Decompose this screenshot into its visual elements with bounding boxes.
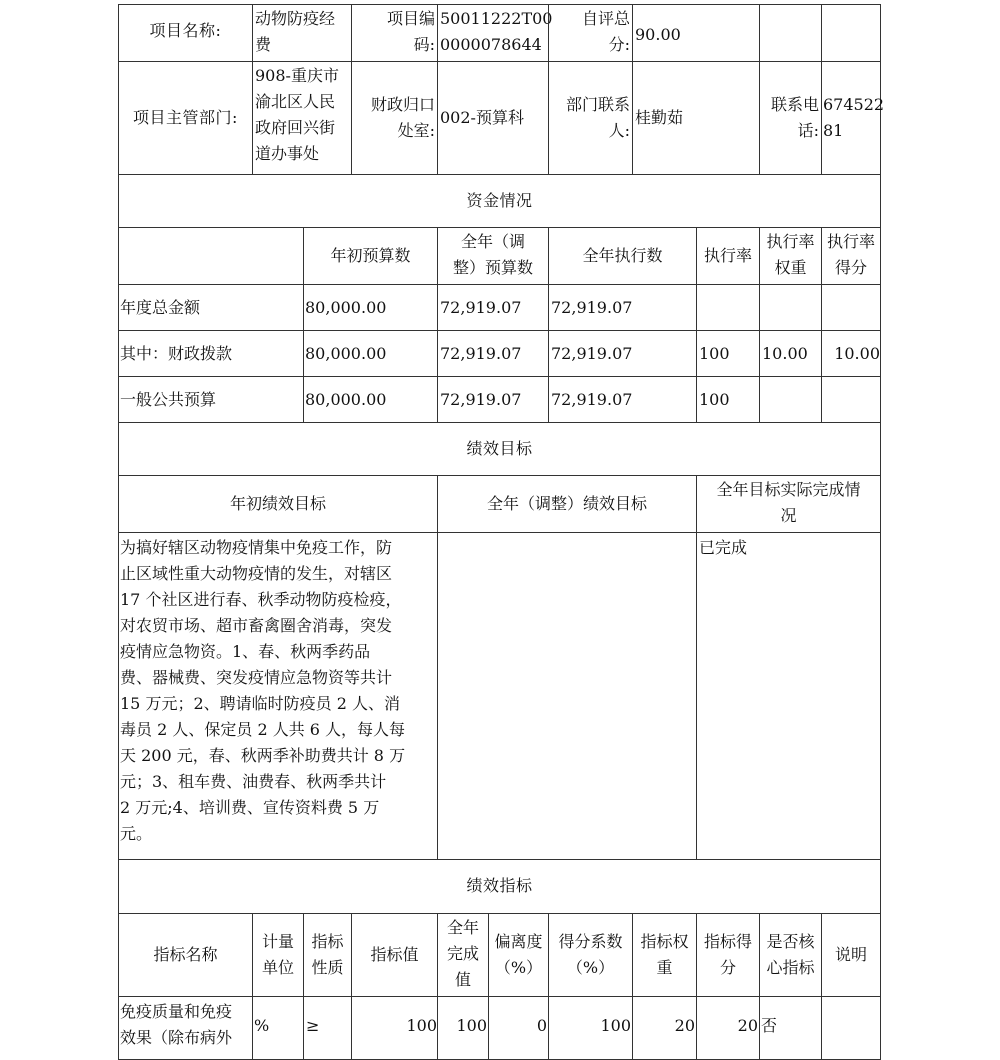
indicator-header-coef: 得分系数 （%） xyxy=(558,932,623,977)
funds-title: 资金情况 xyxy=(466,191,533,210)
actual-completion-text: 已完成 xyxy=(699,538,748,557)
self-score-label: 自评总 分: xyxy=(581,9,630,54)
funds-row-rate: 100 xyxy=(699,390,730,409)
indicator-header-unit: 计量 单位 xyxy=(261,932,294,977)
cell xyxy=(759,376,822,423)
indicator-header-completed: 全年 完成 值 xyxy=(446,918,479,989)
initial-goal-text: 为搞好辖区动物疫情集中免疫工作，防 止区域性重大动物疫情的发生，对辖区 17 个社区进行春、秋季动物防疫检疫， 对农贸市场、超市畜禽圈舍消毒，突发 疫情应急物资。1、春、秋两季药品 费、器械费、突发疫情应急物资等共计 15 万元；2、聘请临时防疫员 2 人、消 毒员 2 人、保定员 2 人共 6 人，每人每 天 200 元，春、秋两季补助费共计 8 万 元；3、租车费、油费春、秋两季共计 2 万元;4、培训费、宣传资料费 5 万 元。 xyxy=(120,538,406,843)
cell xyxy=(696,532,881,860)
funds-header-budget: 年初预算数 xyxy=(330,246,411,265)
funds-row-executed: 72,919.07 xyxy=(551,390,633,409)
indicator-row-core: 否 xyxy=(761,1016,778,1035)
funds-header-score: 执行率 得分 xyxy=(826,232,875,277)
project-code-value: 50011222T00 0000078644 xyxy=(440,9,553,54)
finance-label: 财政归口 处室: xyxy=(370,95,435,140)
dept-label: 项目主管部门: xyxy=(133,108,238,127)
phone-value: 674522 81 xyxy=(823,95,885,140)
indicator-row-nature: ≥ xyxy=(306,1016,320,1035)
cell xyxy=(759,284,822,331)
indicator-header-nature: 指标 性质 xyxy=(311,932,344,977)
goals-title: 绩效目标 xyxy=(466,439,533,458)
funds-row-executed: 72,919.07 xyxy=(551,298,633,317)
cell xyxy=(821,284,881,331)
indicator-row-name: 免疫质量和免疫 效果（除布病外 xyxy=(120,1002,233,1047)
project-name-label: 项目名称: xyxy=(149,21,222,40)
finance-value: 002-预算科 xyxy=(440,108,524,127)
indicator-row-score: 20 xyxy=(737,1016,758,1035)
indicator-header-deviation: 偏离度 （%） xyxy=(494,932,543,977)
funds-row-adjusted: 72,919.07 xyxy=(440,298,522,317)
indicator-row-value: 100 xyxy=(406,1016,437,1035)
funds-row-rate: 100 xyxy=(699,344,730,363)
project-name-value: 动物防疫经 费 xyxy=(255,9,336,54)
funds-header-executed: 全年执行数 xyxy=(582,246,663,265)
funds-header-adjusted: 全年（调 整）预算数 xyxy=(452,232,533,277)
dept-value: 908-重庆市 渝北区人民 政府回兴街 道办事处 xyxy=(255,66,339,163)
indicator-header-core: 是否核 心指标 xyxy=(766,932,815,977)
funds-row-adjusted: 72,919.07 xyxy=(440,344,522,363)
cell xyxy=(696,284,760,331)
indicator-row-completed: 100 xyxy=(456,1016,487,1035)
funds-row-label: 其中：财政拨款 xyxy=(120,344,233,363)
contact-value: 桂勤茹 xyxy=(635,108,684,127)
cell xyxy=(118,227,304,285)
funds-row-weight: 10.00 xyxy=(762,344,808,363)
cell xyxy=(759,4,822,62)
indicators-title: 绩效指标 xyxy=(466,876,533,895)
indicator-header-note: 说明 xyxy=(834,945,867,964)
contact-label: 部门联系 人: xyxy=(565,95,630,140)
funds-header-weight: 执行率 权重 xyxy=(766,232,815,277)
indicator-row-unit: % xyxy=(254,1016,270,1035)
cell xyxy=(437,532,697,860)
indicator-header-value: 指标值 xyxy=(370,945,419,964)
funds-header-rate: 执行率 xyxy=(703,246,752,265)
funds-row-adjusted: 72,919.07 xyxy=(440,390,522,409)
indicator-header-score: 指标得 分 xyxy=(703,932,752,977)
indicator-header-name: 指标名称 xyxy=(153,945,218,964)
cell xyxy=(821,996,881,1060)
goals-col-initial: 年初绩效目标 xyxy=(229,494,326,513)
funds-row-label: 年度总金额 xyxy=(120,298,201,317)
indicator-row-coef: 100 xyxy=(600,1016,631,1035)
phone-label: 联系电 话: xyxy=(770,95,819,140)
cell xyxy=(821,376,881,423)
funds-row-budget: 80,000.00 xyxy=(305,344,387,363)
self-score-value: 90.00 xyxy=(635,25,681,44)
indicator-row-weight: 20 xyxy=(674,1016,695,1035)
goals-col-actual: 全年目标实际完成情 况 xyxy=(716,480,861,525)
funds-row-budget: 80,000.00 xyxy=(305,298,387,317)
funds-row-budget: 80,000.00 xyxy=(305,390,387,409)
funds-row-score: 10.00 xyxy=(834,344,880,363)
indicator-header-weight: 指标权 重 xyxy=(640,932,689,977)
goals-col-adjusted: 全年（调整）绩效目标 xyxy=(486,494,647,513)
funds-row-label: 一般公共预算 xyxy=(120,390,217,409)
funds-row-executed: 72,919.07 xyxy=(551,344,633,363)
project-code-label: 项目编 码: xyxy=(386,9,435,54)
indicator-row-deviation: 0 xyxy=(536,1016,547,1035)
cell xyxy=(821,4,881,62)
